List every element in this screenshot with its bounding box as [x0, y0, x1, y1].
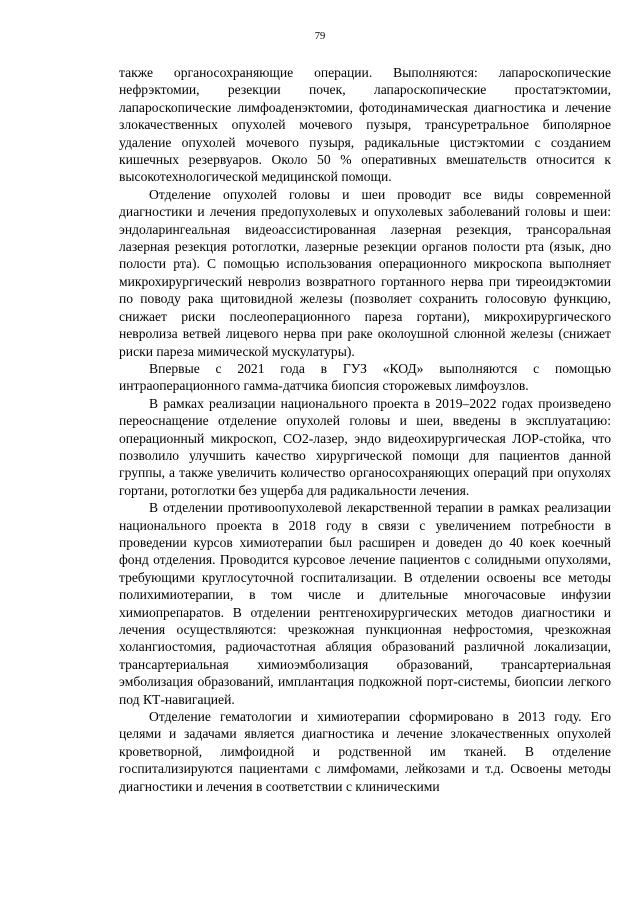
paragraph-sentinel-biopsy: Впервые с 2021 года в ГУЗ «КОД» выполняются с помощью интраоперационного гамма-датчика биопсия сторожевых лимфоузлов.: [119, 360, 611, 394]
body-text: [119, 64, 611, 795]
paragraph-urology-continued: также органосохраняющие операции. Выполняются: лапароскопические нефрэктомии, резекции почек, лапароскопические простатэктомии, лапароскопические лимфоаденэктомии, фотодинамическая диагностика и лечение злокачественных опухолей мочевого пузыря, трансуретральное биполярное удаление опухолей мочевого пузыря, радикальные цистэктомии с созданием кишечных резервуаров. Около 50 % оперативных вмешательств относится к высокотехнологической медицинской помощи.: [119, 65, 611, 185]
paragraph-chemotherapy-department: В отделении противоопухолевой лекарственной терапии в рамках реализации национального проекта в 2018 году в связи с увеличением потребности в проведении курсов химиотерапии был расширен и доведен до 40 коек коечный фонд отделения. Проводится курсовое лечение пациентов с солидными опухолями, требующими круглосуточной госпитализации. В отделении освоены все методы полихимиотерапии, в том числе и длительные многочасовые инфузии химиопрепаратов. В отделении рентгенохирургических методов диагностики и лечения осуществляются: чрезкожная пункционная нефростомия, чрезкожная холангиостомия, радиочастотная абляция образований различной локализации, трансартериальная химиоэмболизация образований, трансартериальная эмболизация образований, имплантация подкожной порт-системы, биопсии легкого под КТ-навигацией.: [119, 500, 611, 707]
paragraph-hematology-department: Отделение гематологии и химиотерапии сформировано в 2013 году. Его целями и задачами является диагностика и лечение злокачественных опухолей кроветворной, лимфоидной и родственной им тканей. В отделение госпитализируются пациентами с лимфомами, лейкозами и т.д. Освоены методы диагностики и лечения в соответствии с клиническими: [119, 709, 611, 794]
page-number: 79: [314, 31, 326, 42]
paragraph-head-neck-department: Отделение опухолей головы и шеи проводит все виды современной диагностики и лечения предопухолевых и опухолевых заболеваний головы и шеи: эндоларингеальная видеоассистированная лазерная резекция, трансоральная лазерная резекция ротоглотки, лазерные резекции органов полости рта (язык, дно полости рта). С помощью использования операционного микроскопа выполняет микрохирургический невролиз возвратного гортанного нерва при тиреоидэктомии по поводу рака щитовидной железы (позволяет сохранить голосовую функцию, снижает риски послеоперационного пареза гортани), микрохирургического невролиза ветвей лицевого нерва при раке околоушной слюнной железы (снижает риски пареза мимической мускулатуры).: [119, 186, 611, 359]
paragraph-national-project-equipment: В рамках реализации национального проекта в 2019–2022 годах произведено переоснащение отделение опухолей головы и шеи, введены в эксплуатацию: операционный микроскоп, СО2-лазер, эндо видеохирургическая ЛОР-стойка, что позволило улучшить качество хирургической помощи для пациентов данной группы, а также увеличить количество органосохраняющих операций при опухолях гортани, ротоглотки без ущерба для радикальности лечения.: [119, 395, 611, 498]
